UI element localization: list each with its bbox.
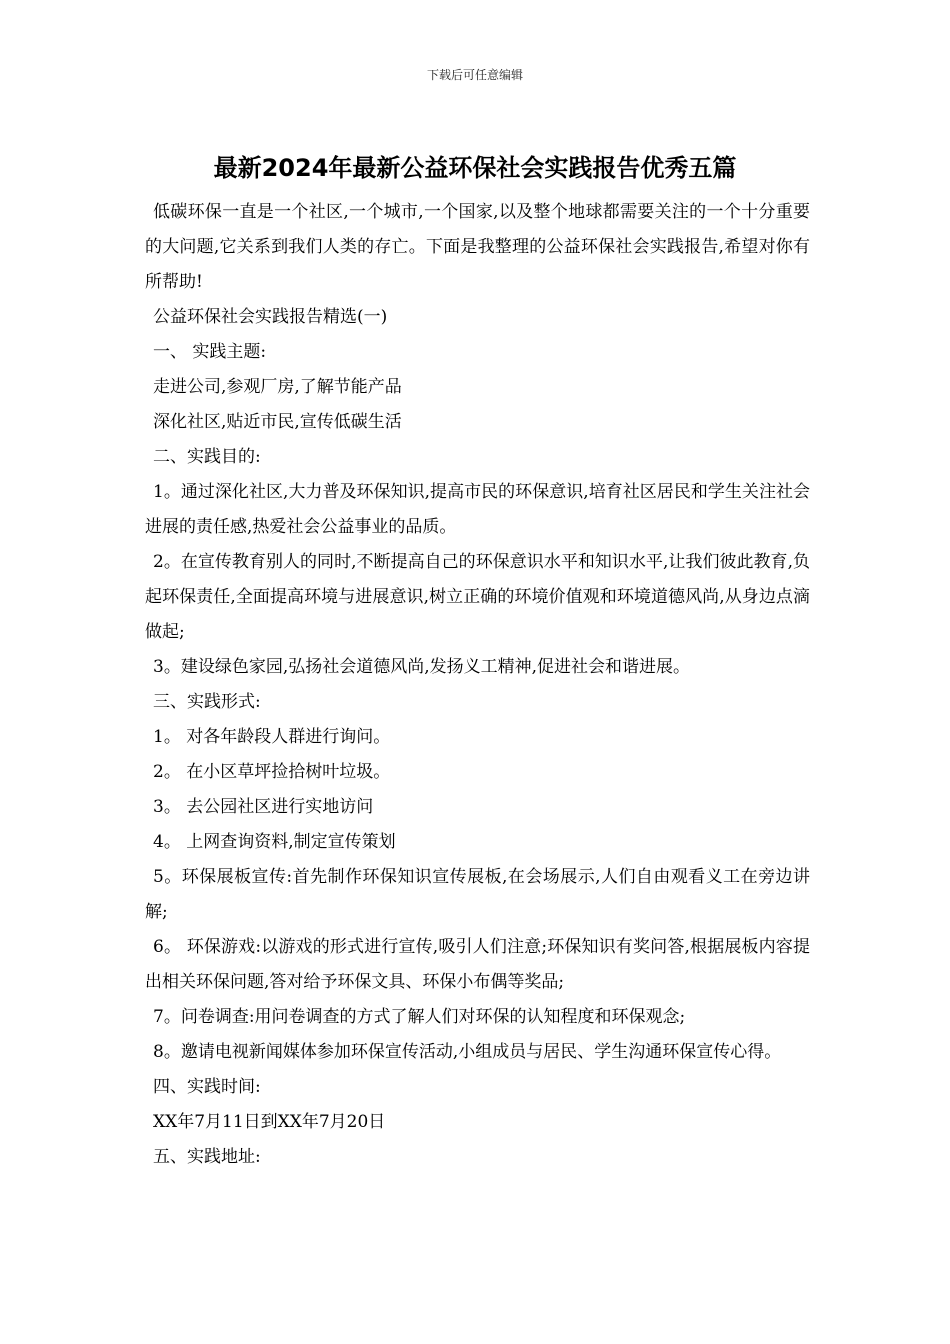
list-item: 7。问卷调查:用问卷调查的方式了解人们对环保的认知程度和环保观念;	[153, 1007, 686, 1027]
section-heading: 二、实践目的:	[153, 447, 261, 467]
list-item: 5。环保展板宣传:首先制作环保知识宣传展板,在会场展示,人们自由观看义工在旁边讲解;	[145, 867, 810, 922]
list-item: 深化社区,贴近市民,宣传低碳生活	[153, 412, 402, 432]
list-item: 4。 上网查询资料,制定宣传策划	[153, 832, 396, 852]
section-heading: 四、实践时间:	[153, 1077, 261, 1097]
page-header-note: 下载后可任意编辑	[426, 68, 523, 82]
section-heading: 五、实践地址:	[153, 1147, 261, 1167]
list-item: 3。 去公园社区进行实地访问	[153, 797, 374, 817]
section-heading: 公益环保社会实践报告精选(一)	[153, 307, 388, 327]
document-body	[145, 195, 810, 1175]
section-heading: 一、 实践主题:	[153, 342, 267, 362]
section-heading: 三、实践形式:	[153, 692, 261, 712]
list-item: 6。 环保游戏:以游戏的形式进行宣传,吸引人们注意;环保知识有奖问答,根据展板内容提出相关环保问题,答对给予环保文具、环保小布偶等奖品;	[145, 937, 810, 992]
list-item: 1。 对各年龄段人群进行询问。	[153, 727, 391, 747]
intro-paragraph: 低碳环保一直是一个社区,一个城市,一个国家,以及整个地球都需要关注的一个十分重要的大问题,它关系到我们人类的存亡。下面是我整理的公益环保社会实践报告,希望对你有所帮助!	[145, 202, 810, 292]
list-item: 走进公司,参观厂房,了解节能产品	[153, 377, 402, 397]
list-item: XX年7月11日到XX年7月20日	[153, 1112, 386, 1132]
list-item: 8。邀请电视新闻媒体参加环保宣传活动,小组成员与居民、学生沟通环保宣传心得。	[153, 1042, 782, 1062]
list-item: 2。 在小区草坪捡拾树叶垃圾。	[153, 762, 391, 782]
document-title: 最新2024年最新公益环保社会实践报告优秀五篇	[213, 154, 737, 182]
list-item: 3。建设绿色家园,弘扬社会道德风尚,发扬义工精神,促进社会和谐进展。	[153, 657, 691, 677]
list-item: 2。在宣传教育别人的同时,不断提高自己的环保意识水平和知识水平,让我们彼此教育,负起环保责任,全面提高环境与进展意识,树立正确的环境价值观和环境道德风尚,从身边点滴做起;	[145, 552, 810, 642]
list-item: 1。通过深化社区,大力普及环保知识,提高市民的环保意识,培育社区居民和学生关注社会进展的责任感,热爱社会公益事业的品质。	[145, 482, 810, 537]
